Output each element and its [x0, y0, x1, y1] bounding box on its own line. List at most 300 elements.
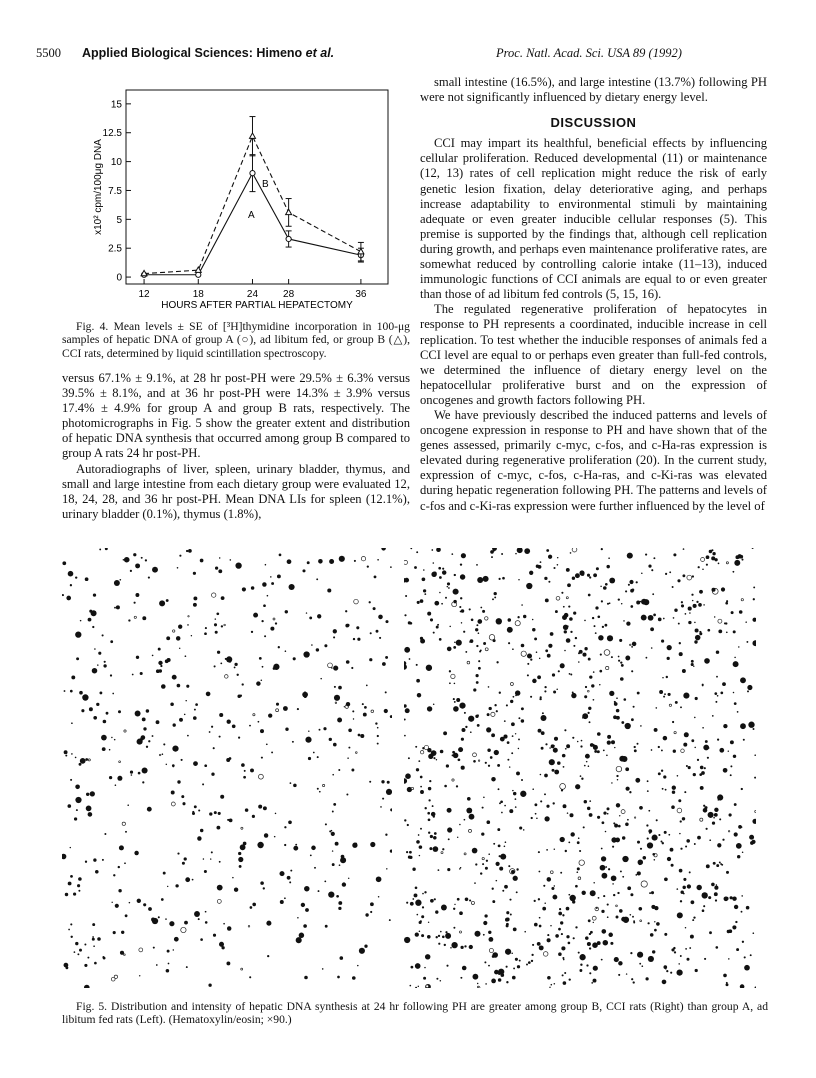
labeled-nucleus-dot [677, 970, 683, 976]
labeled-nucleus-dot [506, 981, 508, 983]
labeled-nucleus-dot [184, 857, 187, 860]
labeled-nucleus-dot [666, 970, 668, 972]
labeled-nucleus-dot [70, 584, 72, 586]
labeled-nucleus-dot [725, 622, 727, 624]
labeled-nucleus-dot [235, 562, 241, 568]
labeled-nucleus-dot [562, 754, 566, 758]
labeled-nucleus-dot [703, 805, 705, 807]
labeled-nucleus-dot [588, 594, 591, 597]
labeled-nucleus-dot [134, 851, 138, 855]
labeled-nucleus-dot [603, 750, 605, 752]
labeled-nucleus-dot [258, 721, 260, 723]
labeled-nucleus-dot [333, 803, 336, 806]
labeled-nucleus-dot [564, 972, 566, 974]
labeled-nucleus-dot [142, 616, 146, 620]
labeled-nucleus-dot [424, 593, 426, 595]
labeled-nucleus-dot [680, 955, 682, 957]
labeled-nucleus-dot [386, 789, 392, 795]
labeled-nucleus-dot [521, 644, 525, 648]
labeled-nucleus-dot [532, 628, 535, 631]
labeled-nucleus-dot [573, 612, 576, 615]
labeled-nucleus-dot [560, 837, 565, 842]
labeled-nucleus-dot [685, 845, 687, 847]
labeled-nucleus-dot [292, 741, 294, 743]
labeled-nucleus-dot [630, 605, 633, 608]
labeled-nucleus-dot [543, 952, 548, 957]
labeled-nucleus-dot [325, 823, 327, 825]
labeled-nucleus-dot [735, 921, 737, 923]
labeled-nucleus-dot [75, 942, 78, 945]
labeled-nucleus-dot [450, 947, 452, 949]
labeled-nucleus-dot [518, 717, 520, 719]
labeled-nucleus-dot [590, 743, 594, 747]
labeled-nucleus-dot [629, 914, 631, 916]
labeled-nucleus-dot [311, 644, 313, 646]
labeled-nucleus-dot [508, 618, 512, 622]
labeled-nucleus-dot [488, 931, 491, 934]
labeled-nucleus-dot [534, 637, 537, 640]
labeled-nucleus-dot [745, 621, 747, 623]
labeled-nucleus-dot [597, 941, 601, 945]
labeled-nucleus-dot [133, 553, 136, 556]
labeled-nucleus-dot [724, 896, 729, 901]
labeled-nucleus-dot [673, 617, 675, 619]
labeled-nucleus-dot [519, 960, 521, 962]
labeled-nucleus-dot [476, 564, 478, 566]
labeled-nucleus-dot [593, 979, 597, 983]
labeled-nucleus-dot [297, 917, 299, 919]
labeled-nucleus-dot [741, 826, 743, 828]
labeled-nucleus-dot [633, 706, 635, 708]
labeled-nucleus-dot [741, 911, 743, 913]
labeled-nucleus-dot [97, 664, 98, 665]
labeled-nucleus-dot [217, 651, 220, 654]
labeled-nucleus-dot [485, 648, 488, 651]
labeled-nucleus-dot [752, 618, 756, 622]
labeled-nucleus-dot [506, 704, 508, 706]
labeled-nucleus-dot [691, 594, 693, 596]
labeled-nucleus-dot [442, 570, 446, 574]
labeled-nucleus-dot [264, 833, 268, 837]
labeled-nucleus-dot [303, 924, 307, 928]
labeled-nucleus-dot [569, 978, 571, 980]
labeled-nucleus-dot [577, 841, 580, 844]
labeled-nucleus-dot [70, 690, 73, 693]
labeled-nucleus-dot [603, 586, 607, 590]
labeled-nucleus-dot [309, 616, 312, 619]
labeled-nucleus-dot [680, 848, 682, 850]
labeled-nucleus-dot [77, 953, 79, 955]
labeled-nucleus-dot [726, 983, 729, 986]
labeled-nucleus-dot [517, 965, 520, 968]
labeled-nucleus-dot [509, 809, 513, 813]
labeled-nucleus-dot [104, 661, 106, 663]
labeled-nucleus-dot [679, 869, 683, 873]
labeled-nucleus-dot [500, 737, 505, 742]
labeled-nucleus-dot [204, 632, 207, 635]
labeled-nucleus-dot [181, 759, 183, 761]
series-label-b: B [262, 179, 269, 190]
labeled-nucleus-dot [622, 876, 624, 878]
labeled-nucleus-dot [556, 596, 560, 600]
micrograph-right-group-b [404, 548, 756, 988]
labeled-nucleus-dot [62, 561, 66, 565]
labeled-nucleus-dot [507, 759, 509, 761]
labeled-nucleus-dot [524, 548, 530, 554]
labeled-nucleus-dot [270, 576, 272, 578]
labeled-nucleus-dot [701, 558, 705, 562]
labeled-nucleus-dot [80, 758, 86, 764]
labeled-nucleus-dot [307, 561, 310, 564]
labeled-nucleus-dot [68, 804, 72, 808]
labeled-nucleus-dot [420, 790, 424, 794]
labeled-nucleus-dot [619, 909, 623, 913]
labeled-nucleus-dot [694, 843, 696, 845]
labeled-nucleus-dot [369, 658, 372, 661]
labeled-nucleus-dot [633, 920, 635, 922]
labeled-nucleus-dot [681, 601, 683, 603]
labeled-nucleus-dot [249, 725, 251, 727]
labeled-nucleus-dot [680, 820, 682, 822]
labeled-nucleus-dot [415, 886, 418, 889]
labeled-nucleus-dot [259, 657, 262, 660]
labeled-nucleus-dot [619, 815, 620, 816]
labeled-nucleus-dot [263, 806, 267, 810]
labeled-nucleus-dot [250, 768, 254, 772]
labeled-nucleus-dot [723, 768, 728, 773]
labeled-nucleus-dot [324, 644, 327, 647]
labeled-nucleus-dot [359, 948, 365, 954]
labeled-nucleus-dot [418, 834, 420, 836]
labeled-nucleus-dot [700, 786, 704, 790]
labeled-nucleus-dot [596, 907, 598, 909]
left-column [62, 371, 410, 522]
labeled-nucleus-dot [419, 921, 422, 924]
labeled-nucleus-dot [118, 889, 121, 892]
labeled-nucleus-dot [488, 937, 493, 942]
labeled-nucleus-dot [459, 931, 461, 933]
labeled-nucleus-dot [134, 602, 136, 604]
labeled-nucleus-dot [639, 806, 643, 810]
labeled-nucleus-dot [148, 907, 152, 911]
labeled-nucleus-dot [697, 836, 701, 840]
left-paragraph-1: versus 67.1% ± 9.1%, at 28 hr post-PH were 29.5% ± 6.3% versus 39.5% ± 8.1%, and at 36 hr post-PH were 14.3% ± 3.9% versus 17.4% ± 4.9% for group A and group B rats, respectively. The photomicrographs in Fig. 5 show the greater extent and distribution of hepatic DNA synthesis that occurred among group B compared to group A rats 24 hr post-PH. [62, 371, 410, 461]
labeled-nucleus-dot [64, 690, 66, 692]
labeled-nucleus-dot [560, 663, 565, 668]
labeled-nucleus-dot [420, 776, 423, 779]
labeled-nucleus-dot [192, 879, 194, 881]
labeled-nucleus-dot [674, 731, 676, 733]
journal-citation: Proc. Natl. Acad. Sci. USA 89 (1992) [496, 46, 682, 60]
labeled-nucleus-dot [358, 734, 361, 737]
labeled-nucleus-dot [444, 944, 446, 946]
labeled-nucleus-dot [485, 762, 487, 764]
labeled-nucleus-dot [417, 601, 420, 604]
labeled-nucleus-dot [221, 625, 223, 627]
labeled-nucleus-dot [605, 831, 607, 833]
labeled-nucleus-dot [332, 850, 333, 851]
labeled-nucleus-dot [501, 553, 503, 555]
labeled-nucleus-dot [404, 560, 408, 564]
labeled-nucleus-dot [620, 870, 622, 872]
labeled-nucleus-dot [314, 867, 316, 869]
labeled-nucleus-dot [709, 839, 711, 841]
labeled-nucleus-dot [214, 811, 217, 814]
labeled-nucleus-dot [430, 835, 433, 838]
labeled-nucleus-dot [323, 727, 326, 730]
labeled-nucleus-dot [70, 923, 72, 925]
labeled-nucleus-dot [635, 778, 640, 783]
labeled-nucleus-dot [440, 931, 442, 933]
labeled-nucleus-dot [94, 962, 97, 965]
labeled-nucleus-dot [681, 604, 684, 607]
labeled-nucleus-dot [687, 958, 690, 961]
labeled-nucleus-dot [446, 965, 448, 967]
labeled-nucleus-dot [274, 836, 276, 838]
labeled-nucleus-dot [135, 563, 140, 568]
labeled-nucleus-dot [348, 878, 349, 879]
labeled-nucleus-dot [621, 810, 625, 814]
labeled-nucleus-dot [79, 691, 83, 695]
labeled-nucleus-dot [576, 871, 578, 873]
labeled-nucleus-dot [521, 719, 524, 722]
labeled-nucleus-dot [146, 746, 148, 748]
labeled-nucleus-dot [74, 951, 76, 953]
labeled-nucleus-dot [482, 807, 484, 809]
labeled-nucleus-dot [447, 808, 452, 813]
labeled-nucleus-dot [467, 797, 471, 801]
labeled-nucleus-dot [512, 648, 514, 650]
labeled-nucleus-dot [468, 716, 474, 722]
labeled-nucleus-dot [340, 956, 344, 960]
labeled-nucleus-dot [433, 562, 435, 564]
labeled-nucleus-dot [250, 906, 253, 909]
labeled-nucleus-dot [558, 928, 561, 931]
labeled-nucleus-dot [475, 863, 477, 865]
labeled-nucleus-dot [683, 743, 687, 747]
labeled-nucleus-dot [629, 580, 633, 584]
labeled-nucleus-dot [687, 575, 692, 580]
labeled-nucleus-dot [445, 597, 447, 599]
labeled-nucleus-dot [115, 904, 119, 908]
labeled-nucleus-dot [704, 767, 706, 769]
labeled-nucleus-dot [744, 965, 750, 971]
labeled-nucleus-dot [471, 618, 474, 621]
labeled-nucleus-dot [566, 907, 570, 911]
labeled-nucleus-dot [251, 631, 253, 633]
labeled-nucleus-dot [325, 925, 328, 928]
labeled-nucleus-dot [547, 877, 552, 882]
labeled-nucleus-dot [569, 673, 571, 675]
labeled-nucleus-dot [678, 799, 681, 802]
labeled-nucleus-dot [446, 764, 449, 767]
labeled-nucleus-dot [693, 773, 696, 776]
labeled-nucleus-dot [453, 706, 459, 712]
labeled-nucleus-dot [226, 961, 230, 965]
labeled-nucleus-dot [671, 805, 675, 809]
labeled-nucleus-dot [476, 681, 479, 684]
labeled-nucleus-dot [451, 674, 455, 678]
labeled-nucleus-dot [578, 952, 580, 954]
labeled-nucleus-dot [605, 866, 607, 868]
labeled-nucleus-dot [370, 911, 372, 913]
labeled-nucleus-dot [626, 787, 630, 791]
labeled-nucleus-dot [602, 626, 604, 628]
labeled-nucleus-dot [452, 779, 454, 781]
labeled-nucleus-dot [265, 564, 267, 566]
labeled-nucleus-dot [412, 898, 414, 900]
labeled-nucleus-dot [655, 707, 657, 709]
labeled-nucleus-dot [554, 983, 556, 985]
labeled-nucleus-dot [621, 603, 622, 604]
labeled-nucleus-dot [504, 805, 506, 807]
labeled-nucleus-dot [208, 984, 211, 987]
labeled-nucleus-dot [489, 948, 493, 952]
labeled-nucleus-dot [586, 761, 588, 763]
labeled-nucleus-dot [167, 950, 170, 953]
labeled-nucleus-dot [679, 833, 680, 834]
labeled-nucleus-dot [614, 824, 618, 828]
labeled-nucleus-dot [677, 808, 682, 813]
labeled-nucleus-dot [683, 878, 686, 881]
labeled-nucleus-dot [521, 707, 524, 710]
labeled-nucleus-dot [430, 899, 434, 903]
labeled-nucleus-dot [425, 954, 430, 959]
labeled-nucleus-dot [317, 788, 319, 790]
labeled-nucleus-dot [421, 934, 424, 937]
labeled-nucleus-dot [433, 704, 435, 706]
labeled-nucleus-dot [640, 920, 642, 922]
labeled-nucleus-dot [714, 886, 718, 890]
labeled-nucleus-dot [651, 891, 654, 894]
labeled-nucleus-dot [411, 787, 413, 789]
labeled-nucleus-dot [165, 659, 169, 663]
labeled-nucleus-dot [459, 606, 461, 608]
labeled-nucleus-dot [216, 826, 220, 830]
labeled-nucleus-dot [536, 565, 539, 568]
labeled-nucleus-dot [193, 603, 197, 607]
labeled-nucleus-dot [223, 923, 225, 925]
labeled-nucleus-dot [612, 883, 614, 885]
labeled-nucleus-dot [414, 893, 418, 897]
labeled-nucleus-dot [432, 805, 434, 807]
labeled-nucleus-dot [258, 805, 262, 809]
labeled-nucleus-dot [682, 817, 685, 820]
labeled-nucleus-dot [648, 565, 651, 568]
labeled-nucleus-dot [549, 759, 555, 765]
labeled-nucleus-dot [643, 856, 647, 860]
labeled-nucleus-dot [287, 876, 291, 880]
labeled-nucleus-dot [562, 914, 564, 916]
labeled-nucleus-dot [232, 724, 236, 728]
labeled-nucleus-dot [551, 984, 553, 986]
labeled-nucleus-dot [631, 978, 633, 980]
labeled-nucleus-dot [510, 683, 513, 686]
labeled-nucleus-dot [506, 911, 509, 914]
labeled-nucleus-dot [429, 847, 432, 850]
labeled-nucleus-dot [704, 658, 710, 664]
labeled-nucleus-dot [546, 549, 549, 552]
labeled-nucleus-dot [345, 624, 349, 628]
x-axis-label: HOURS AFTER PARTIAL HEPATECTOMY [161, 300, 353, 311]
labeled-nucleus-dot [658, 772, 661, 775]
labeled-nucleus-dot [661, 640, 664, 643]
labeled-nucleus-dot [148, 577, 150, 579]
labeled-nucleus-dot [567, 812, 569, 814]
labeled-nucleus-dot [482, 863, 484, 865]
labeled-nucleus-dot [690, 935, 694, 939]
labeled-nucleus-dot [581, 778, 583, 780]
labeled-nucleus-dot [647, 780, 649, 782]
labeled-nucleus-dot [669, 571, 671, 573]
labeled-nucleus-dot [698, 603, 702, 607]
labeled-nucleus-dot [482, 857, 484, 859]
labeled-nucleus-dot [346, 660, 350, 664]
labeled-nucleus-dot [578, 837, 580, 839]
labeled-nucleus-dot [71, 753, 73, 755]
labeled-nucleus-dot [725, 602, 728, 605]
labeled-nucleus-dot [570, 674, 572, 676]
labeled-nucleus-dot [651, 845, 653, 847]
labeled-nucleus-dot [101, 735, 107, 741]
labeled-nucleus-dot [353, 638, 355, 640]
labeled-nucleus-dot [646, 977, 649, 980]
labeled-nucleus-dot [578, 652, 580, 654]
labeled-nucleus-dot [753, 932, 755, 934]
labeled-nucleus-dot [376, 876, 382, 882]
labeled-nucleus-dot [240, 695, 242, 697]
labeled-nucleus-dot [474, 931, 480, 937]
labeled-nucleus-dot [695, 969, 698, 972]
labeled-nucleus-dot [187, 735, 189, 737]
labeled-nucleus-dot [715, 899, 717, 901]
data-point-b [358, 248, 364, 253]
labeled-nucleus-dot [706, 564, 708, 566]
labeled-nucleus-dot [441, 905, 447, 911]
labeled-nucleus-dot [143, 727, 146, 730]
labeled-nucleus-dot [419, 930, 421, 932]
labeled-nucleus-dot [404, 704, 407, 707]
labeled-nucleus-dot [616, 803, 620, 807]
labeled-nucleus-dot [377, 559, 379, 561]
labeled-nucleus-dot [79, 949, 82, 952]
labeled-nucleus-dot [114, 739, 116, 741]
labeled-nucleus-dot [616, 775, 618, 777]
labeled-nucleus-dot [75, 576, 77, 578]
labeled-nucleus-dot [134, 616, 136, 618]
labeled-nucleus-dot [747, 685, 752, 690]
labeled-nucleus-dot [408, 621, 411, 624]
labeled-nucleus-dot [593, 573, 597, 577]
labeled-nucleus-dot [622, 756, 628, 762]
labeled-nucleus-dot [439, 592, 441, 594]
labeled-nucleus-dot [346, 702, 350, 706]
labeled-nucleus-dot [470, 731, 472, 733]
labeled-nucleus-dot [554, 737, 558, 741]
labeled-nucleus-dot [491, 777, 496, 782]
labeled-nucleus-dot [656, 819, 658, 821]
labeled-nucleus-dot [77, 884, 80, 887]
labeled-nucleus-dot [193, 596, 197, 600]
labeled-nucleus-dot [625, 723, 631, 729]
labeled-nucleus-dot [480, 607, 482, 609]
labeled-nucleus-dot [445, 931, 447, 933]
labeled-nucleus-dot [728, 958, 730, 960]
labeled-nucleus-dot [487, 713, 490, 716]
section-heading-discussion: DISCUSSION [550, 115, 637, 131]
labeled-nucleus-dot [575, 573, 580, 578]
labeled-nucleus-dot [191, 635, 192, 636]
